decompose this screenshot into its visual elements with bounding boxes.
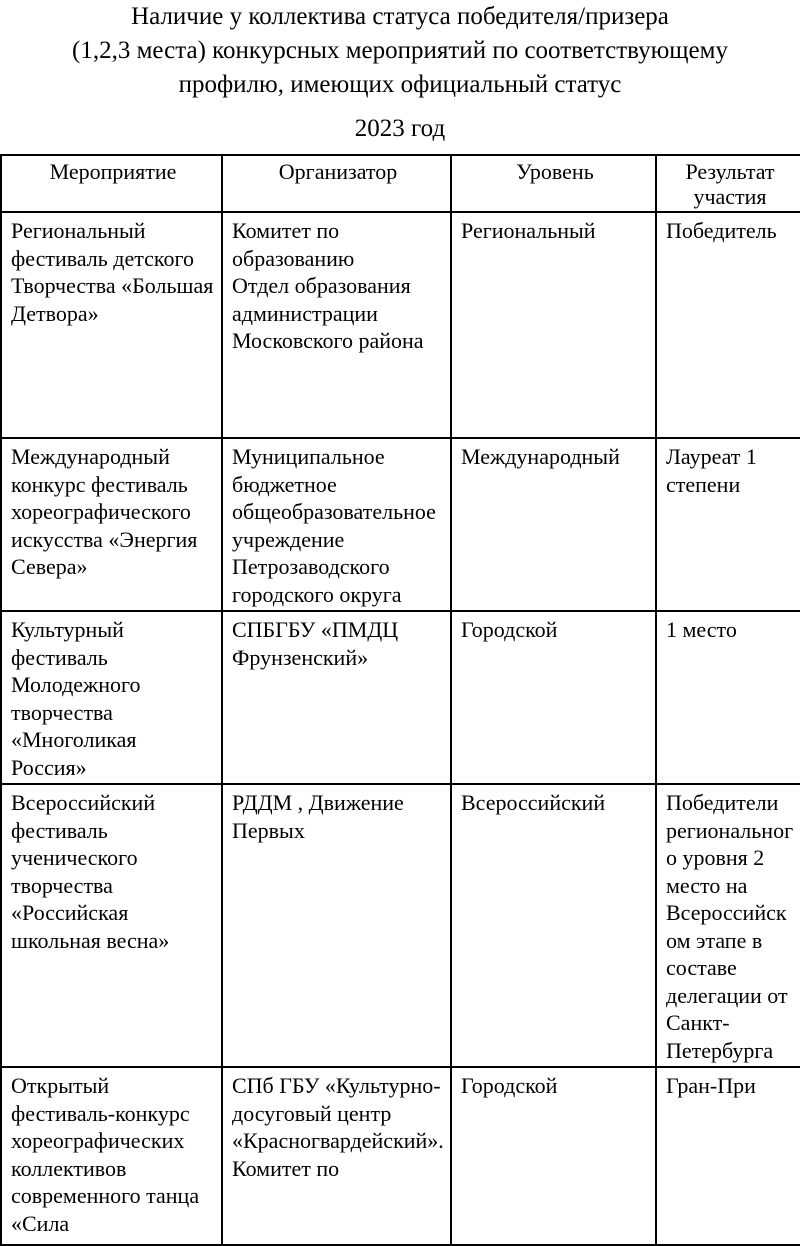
cell-event: Всероссийский фестиваль ученического творчества «Российская школьная весна»	[1, 784, 222, 1067]
cell-level: Всероссийский	[451, 784, 656, 1067]
cell-level: Городской	[451, 611, 656, 784]
cell-organizer: Муниципальное бюджетное общеобразовательное учреждение Петрозаводского городского округа	[222, 438, 451, 611]
cell-organizer: СПб ГБУ «Культурно-досуговый центр «Красногвардейский». Комитет по	[222, 1067, 451, 1245]
table-header-row	[1, 155, 800, 212]
heading-line-3: профилю, имеющих официальный статус	[178, 71, 622, 98]
cell-level: Международный	[451, 438, 656, 611]
year-label: 2023 год	[354, 115, 446, 142]
cell-event: Культурный фестиваль Молодежного творчества «Многоликая Россия»	[1, 611, 222, 784]
table-row	[1, 784, 800, 1067]
cell-result: Победитель	[656, 212, 800, 438]
cell-result: Лауреат 1 степени	[656, 438, 800, 611]
cell-organizer: СПБГБУ «ПМДЦ Фрунзенский»	[222, 611, 451, 784]
cell-result: Гран-При	[656, 1067, 800, 1245]
cell-organizer: Комитет по образованию Отдел образования администрации Московского района	[222, 212, 451, 438]
table-row	[1, 1067, 800, 1245]
cell-result: 1 место	[656, 611, 800, 784]
table-row	[1, 438, 800, 611]
header-level: Уровень	[451, 155, 656, 212]
cell-event: Открытый фестиваль-конкурс хореографических коллективов современного танца «Сила	[1, 1067, 222, 1245]
cell-level: Городской	[451, 1067, 656, 1245]
heading-line-1: Наличие у коллектива статуса победителя/призера	[131, 3, 669, 30]
header-result: Результат участия	[656, 155, 800, 212]
header-event: Мероприятие	[1, 155, 222, 212]
cell-event: Международный конкурс фестиваль хореографического искусства «Энергия Севера»	[1, 438, 222, 611]
table-row	[1, 611, 800, 784]
results-table	[0, 154, 800, 1246]
heading-line-2: (1,2,3 места) конкурсных мероприятий по соответствующему	[72, 37, 728, 64]
cell-organizer: РДДМ , Движение Первых	[222, 784, 451, 1067]
cell-level: Региональный	[451, 212, 656, 438]
cell-result: Победители регионального уровня 2 место на Всероссийском этапе в составе делегации от Санкт-Петербурга	[656, 784, 800, 1067]
document-heading	[0, 0, 800, 102]
cell-event: Региональный фестиваль детского Творчества «Большая Детвора»	[1, 212, 222, 438]
header-organizer: Организатор	[222, 155, 451, 212]
table-row	[1, 212, 800, 438]
